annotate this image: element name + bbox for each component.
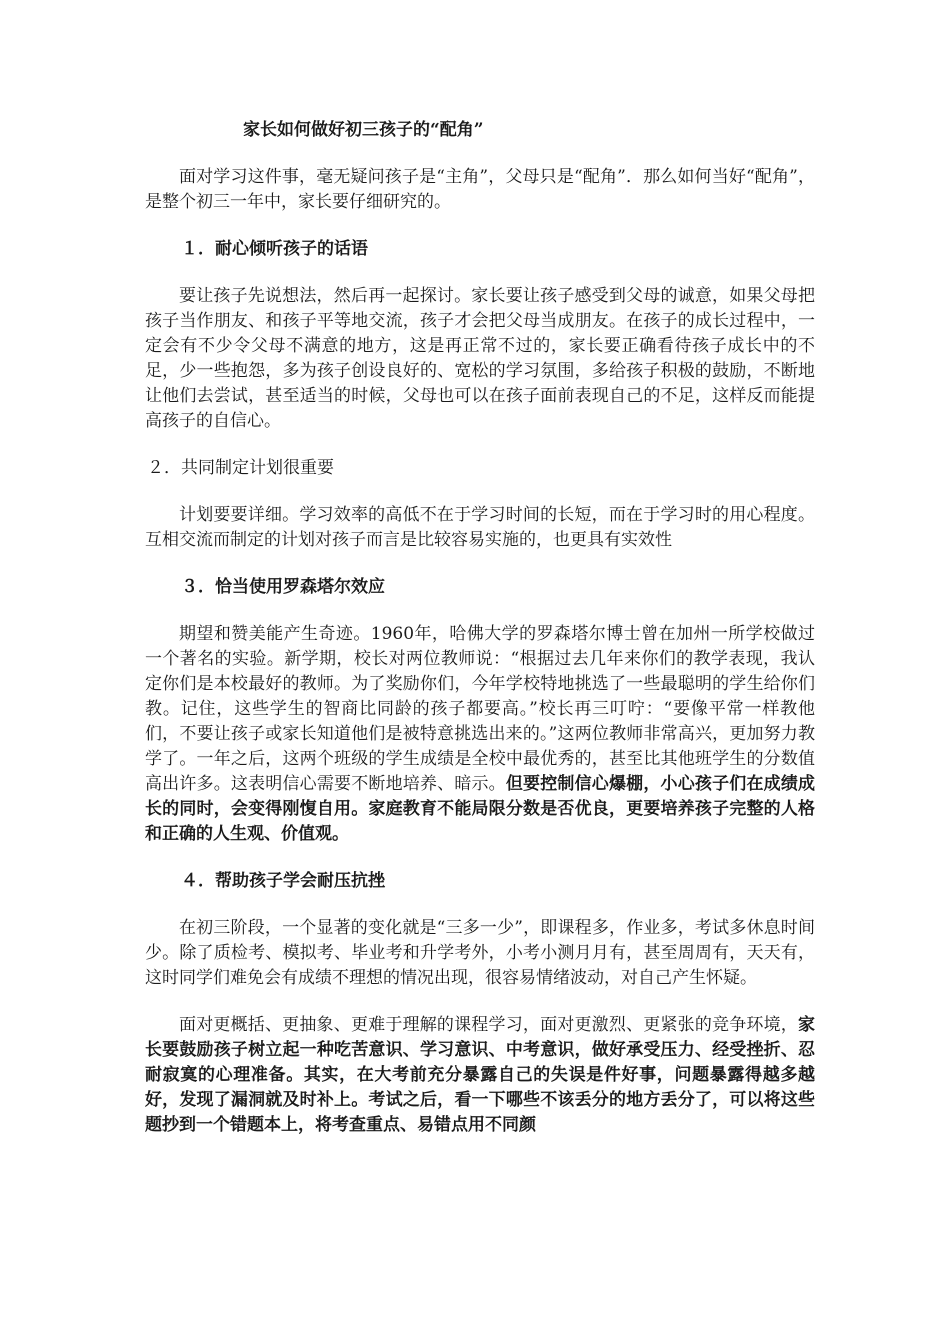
section-heading-3: ３．恰当使用罗森塔尔效应: [181, 577, 385, 597]
section-heading-1: １．耐心倾听孩子的话语: [181, 239, 368, 259]
section-body-2: 计划要要详细。学习效率的高低不在于学习时间的长短，而在于学习时的用心程度。互相交流而制定的计划对孩子而言是比较容易实施的，也更具有实效性: [145, 505, 815, 550]
section-body-3: [145, 622, 815, 847]
section-body-4b-regular: 面对更概括、更抽象、更难于理解的课程学习，面对更激烈、更紧张的竞争环境，: [179, 1015, 798, 1035]
section-body-1: 要让孩子先说想法，然后再一起探讨。家长要让孩子感受到父母的诚意，如果父母把孩子当作朋友、和孩子平等地交流，孩子才会把父母当成朋友。在孩子的成长过程中，一定会有不少令父母不满意的地方，这是再正常不过的，家长要正确看待孩子成长中的不足，少一些抱怨，多为孩子创设良好的、宽松的学习氛围，多给孩子积极的鼓励，不断地让他们去尝试，甚至适当的时候，父母也可以在孩子面前表现自己的不足，这样反而能提高孩子的自信心。: [145, 286, 815, 431]
section-body-4: 在初三阶段，一个显著的变化就是“三多一少”，即课程多，作业多，考试多休息时间少。除了质检考、模拟考、毕业考和升学考外，小考小测月月有，甚至周周有，天天有，这时同学们难免会有成绩不理想的情况出现，很容易情绪波动，对自己产生怀疑。: [145, 918, 815, 988]
section-body-3-regular: 期望和赞美能产生奇迹。1960年，哈佛大学的罗森塔尔博士曾在加州一所学校做过一个著名的实验。新学期，校长对两位教师说：“根据过去几年来你们的教学表现，我认定你们是本校最好的教师。为了奖励你们，今年学校特地挑选了一些最聪明的学生给你们教。记住，这些学生的智商比同龄的孩子都要高。”校长再三叮咛：“要像平常一样教他们，不要让孩子或家长知道他们是被特意挑选出来的。”这两位教师非常高兴，更加努力教学了。一年之后，这两个班级的学生成绩是全校中最优秀的，甚至比其他班学生的分数值高出许多。这表明信心需要不断地培养、暗示。: [145, 624, 815, 794]
intro-paragraph: 面对学习这件事，毫无疑问孩子是“主角”，父母只是“配角”．那么如何当好“配角”，是整个初三一年中，家长要仔细研究的。: [145, 167, 815, 212]
section-heading-4: ４．帮助孩子学会耐压抗挫: [181, 871, 385, 891]
section-body-3-bold: 但要控制信心爆棚，小心孩子们在成绩成长的同时，会变得刚愎自用。家庭教育不能局限分数是否优良，更要培养孩子完整的人格和正确的人生观、价值观。: [145, 774, 816, 844]
document-title: 家长如何做好初三孩子的“配角”: [243, 120, 484, 140]
document-page: [145, 118, 815, 1160]
section-body-4b-bold: 家长要鼓励孩子树立起一种吃苦意识、学习意识、中考意识，做好承受压力、经受挫折、忍耐寂寞的心理准备。其实，在大考前充分暴露自己的失误是件好事，问题暴露得越多越好，发现了漏洞就及时补上。考试之后，看一下哪些不该丢分的地方丢分了，可以将这些题抄到一个错题本上，将考查重点、易错点用不同颜: [145, 1015, 815, 1135]
section-heading-2: ２．共同制定计划很重要: [147, 458, 334, 478]
section-body-4b: [145, 1013, 815, 1138]
